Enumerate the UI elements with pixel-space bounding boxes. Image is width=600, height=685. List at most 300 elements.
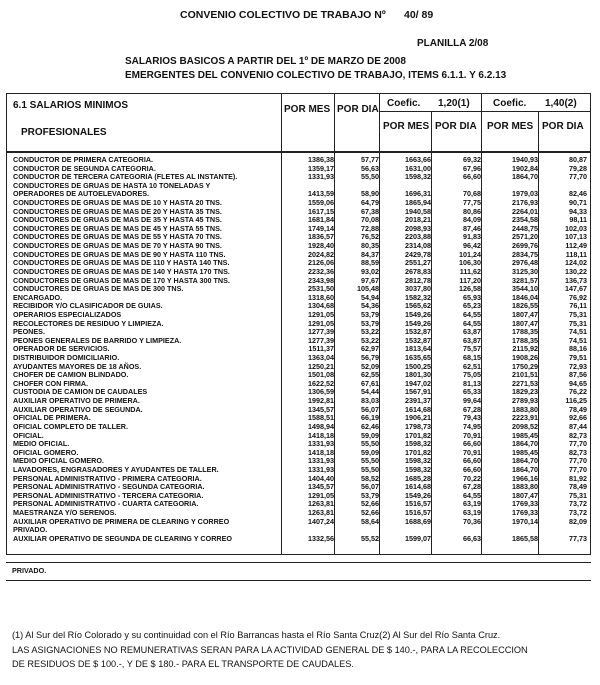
row-category: AUXILIAR OPERATIVO DE PRIMERA DE CLEARING Y CORREO <box>13 516 230 526</box>
row-value: 64,79 <box>361 198 379 208</box>
row-value: 1864,70 <box>512 172 538 182</box>
col-coef2-por-dia: POR DIA <box>542 121 584 132</box>
row-value: 53,22 <box>361 327 379 337</box>
row-value: 1291,05 <box>308 309 334 319</box>
row-value: 55,52 <box>361 533 379 543</box>
row-value: 54,94 <box>361 292 379 302</box>
row-value: 1864,70 <box>512 464 538 474</box>
row-value: 1332,56 <box>308 533 334 543</box>
row-value: 76,22 <box>569 387 587 397</box>
row-value: 1947,02 <box>405 378 431 388</box>
row-category: MEDIO OFICIAL. <box>13 439 70 449</box>
table-header <box>7 94 590 153</box>
row-value: 1688,69 <box>405 516 431 526</box>
row-value: 1622,52 <box>308 378 334 388</box>
coef2-label: Coefic. <box>493 98 527 109</box>
row-value: 67,38 <box>361 206 379 216</box>
row-value: 70,68 <box>463 189 481 199</box>
row-value: 79,51 <box>569 353 587 363</box>
row-value: 77,70 <box>569 456 587 466</box>
row-value: 116,25 <box>565 396 587 406</box>
row-value: 1846,04 <box>512 292 538 302</box>
row-value: 2571,20 <box>512 232 538 242</box>
row-value: 55,50 <box>361 439 379 449</box>
row-value: 74,51 <box>569 327 587 337</box>
row-value: 2789,93 <box>512 396 538 406</box>
row-value: 52,66 <box>361 499 379 509</box>
last-row-continuation <box>6 566 589 575</box>
row-value: 1511,37 <box>308 344 334 354</box>
row-value: 83,03 <box>361 396 379 406</box>
row-value: 75,31 <box>569 490 587 500</box>
row-value: 1501,08 <box>308 370 334 380</box>
row-value: 1883,80 <box>512 404 538 414</box>
row-value: 73,72 <box>569 507 587 517</box>
row-value: 1801,30 <box>405 370 431 380</box>
row-value: 74,95 <box>463 421 481 431</box>
row-value: 70,36 <box>463 516 481 526</box>
row-value: 77,70 <box>569 439 587 449</box>
row-value: 76,52 <box>361 232 379 242</box>
row-value: 1516,57 <box>405 507 431 517</box>
row-value: 2699,76 <box>512 241 538 251</box>
table-row <box>7 371 590 380</box>
row-category: MEDIO OFICIAL GOMERO. <box>13 456 104 466</box>
row-value: 1599,07 <box>405 533 431 543</box>
row-value: 1826,55 <box>512 301 538 311</box>
row-value: 97,67 <box>361 275 379 285</box>
row-value: 75,31 <box>569 309 587 319</box>
row-category: CONDUCTOR DE PRIMERA CATEGORIA. <box>13 155 154 164</box>
row-value: 67,61 <box>361 378 379 388</box>
row-value: 63,87 <box>463 335 481 345</box>
row-value: 2024,82 <box>308 249 334 259</box>
row-value: 2834,75 <box>512 249 538 259</box>
row-value: 72,88 <box>361 223 379 233</box>
row-value: 2531,50 <box>308 284 334 294</box>
header-divider <box>431 112 432 151</box>
row-value: 80,87 <box>569 155 587 164</box>
row-category: PEONES GENERALES DE BARRIDO Y LIMPIEZA. <box>13 335 182 345</box>
row-category: OPERADOR DE SERVICIOS. <box>13 344 110 354</box>
coef-divider <box>379 111 590 112</box>
row-value: 53,22 <box>361 335 379 345</box>
row-value: 2098,93 <box>405 223 431 233</box>
salary-table <box>6 93 591 555</box>
row-value: 102,03 <box>565 223 587 233</box>
row-value: 1865,58 <box>512 533 538 543</box>
row-value: 78,49 <box>569 482 587 492</box>
header-divider <box>538 112 539 151</box>
row-category: CONDUCTORES DE GRUAS DE HASTA 10 TONELADAS Y <box>13 180 211 190</box>
row-value: 1291,05 <box>308 318 334 328</box>
row-value: 66,60 <box>463 172 481 182</box>
row-value: 3037,80 <box>405 284 431 294</box>
row-value: 75,05 <box>463 370 481 380</box>
row-value: 73,72 <box>569 499 587 509</box>
row-value: 1588,51 <box>308 413 334 423</box>
row-value: 77,70 <box>569 172 587 182</box>
row-value: 1277,39 <box>308 335 334 345</box>
row-value: 2551,27 <box>405 258 431 268</box>
row-value: 88,16 <box>569 344 587 354</box>
row-category: PERSONAL ADMINISTRATIVO - TERCERA CATEGORIA. <box>13 490 204 500</box>
row-category: OFICIAL COMPLETO DE TALLER. <box>13 421 128 431</box>
row-value: 1598,32 <box>405 456 431 466</box>
row-value: 1985,45 <box>512 447 538 457</box>
row-value: 1413,59 <box>308 189 334 199</box>
row-value: 58,90 <box>361 189 379 199</box>
row-category: PRIVADO. <box>13 525 48 535</box>
row-value: 2232,36 <box>308 266 334 276</box>
row-category: PERSONAL ADMINISTRATIVO - SEGUNDA CATEGORIA. <box>13 482 205 492</box>
row-value: 54,44 <box>361 387 379 397</box>
row-value: 66,60 <box>463 456 481 466</box>
row-category: AUXILIAR OPERATIVO DE SEGUNDA. <box>13 404 143 414</box>
row-value: 1345,57 <box>308 482 334 492</box>
row-value: 53,79 <box>361 309 379 319</box>
row-value: 66,63 <box>463 533 481 543</box>
table-row <box>7 440 590 449</box>
planilla-label: PLANILLA 2/08 <box>417 38 489 49</box>
row-value: 70,91 <box>463 447 481 457</box>
row-value: 1532,87 <box>405 327 431 337</box>
row-value: 2314,08 <box>405 241 431 251</box>
row-value: 77,73 <box>569 533 587 543</box>
row-value: 77,75 <box>463 198 481 208</box>
table-row <box>7 518 590 527</box>
row-category: DISTRIBUIDOR DOMICILIARIO. <box>13 353 120 363</box>
table-row <box>7 423 590 432</box>
profesionales-heading: PROFESIONALES <box>21 127 107 138</box>
row-value: 1836,57 <box>308 232 334 242</box>
row-value: 106,30 <box>459 258 481 268</box>
coef1-label: Coefic. <box>387 98 421 109</box>
row-value: 1769,33 <box>512 507 538 517</box>
row-value: 57,77 <box>361 155 379 164</box>
row-value: 72,93 <box>569 361 587 371</box>
col-coef1-por-mes: POR MES <box>383 121 430 132</box>
row-value: 117,20 <box>459 275 481 285</box>
row-value: 1902,84 <box>512 163 538 173</box>
row-value: 1567,91 <box>405 387 431 397</box>
row-value: 2223,91 <box>512 413 538 423</box>
section-heading: 6.1 SALARIOS MINIMOS <box>13 100 129 111</box>
row-value: 87,46 <box>463 223 481 233</box>
row-value: 1498,94 <box>308 421 334 431</box>
row-value: 2812,78 <box>405 275 431 285</box>
row-value: 2264,01 <box>512 206 538 216</box>
row-value: 2101,51 <box>512 370 538 380</box>
col-por-dia: POR DIA <box>337 104 379 115</box>
row-value: 1883,80 <box>512 482 538 492</box>
col-por-mes: POR MES <box>284 104 331 115</box>
row-value: 2448,75 <box>512 223 538 233</box>
row-value: 82,73 <box>569 430 587 440</box>
row-value: 1635,65 <box>405 353 431 363</box>
row-category: CONDUCTORES DE GRUAS DE MAS DE 20 Y HASTA 35 TNS. <box>13 206 222 216</box>
row-category: CONDUCTOR DE TERCERA CATEGORIA (FLETES AL INSTANTE). <box>13 172 238 182</box>
row-value: 1407,24 <box>308 516 334 526</box>
row-value: 82,46 <box>569 189 587 199</box>
footnote-assignments: LAS ASIGNACIONES NO REMUNERATIVAS SERAN PARA LA ACTIVIDAD GENERAL DE $ 140.-, PARA LA RECOLECCION <box>12 645 528 655</box>
row-value: 74,51 <box>569 335 587 345</box>
row-value: 65,93 <box>463 292 481 302</box>
row-category: OPERADORES DE AUTOELEVADORES. <box>13 189 150 199</box>
row-value: 1798,73 <box>405 421 431 431</box>
row-category: MAESTRANZA Y/O SERENOS. <box>13 507 117 517</box>
row-category: CONDUCTORES DE GRUAS DE MAS DE 170 Y HASTA 300 TNS. <box>13 275 230 285</box>
row-category: CONDUCTORES DE GRUAS DE MAS DE 70 Y HASTA 90 TNS. <box>13 241 222 251</box>
row-value: 63,87 <box>463 327 481 337</box>
table-row <box>7 320 590 329</box>
row-value: 1331,93 <box>308 439 334 449</box>
col-coef1-por-dia: POR DIA <box>435 121 477 132</box>
row-value: 93,02 <box>361 266 379 276</box>
row-value: 82,73 <box>569 447 587 457</box>
row-value: 1306,59 <box>308 387 334 397</box>
row-value: 56,63 <box>361 163 379 173</box>
row-value: 78,49 <box>569 404 587 414</box>
row-value: 2126,06 <box>308 258 334 268</box>
row-category: OFICIAL DE PRIMERA. <box>13 413 91 423</box>
row-value: 52,09 <box>361 361 379 371</box>
row-value: 59,09 <box>361 430 379 440</box>
row-value: 66,19 <box>361 413 379 423</box>
row-value: 1864,70 <box>512 439 538 449</box>
row-value: 1304,68 <box>308 301 334 311</box>
row-value: 1614,68 <box>405 404 431 414</box>
row-value: 2343,98 <box>308 275 334 285</box>
row-value: 1908,26 <box>512 353 538 363</box>
row-value: 94,33 <box>569 206 587 216</box>
row-value: 96,42 <box>463 241 481 251</box>
row-value: 1750,29 <box>512 361 538 371</box>
header-divider <box>481 94 482 151</box>
row-value: 99,64 <box>463 396 481 406</box>
row-value: 2678,83 <box>405 266 431 276</box>
row-value: 1549,26 <box>405 309 431 319</box>
row-value: 1979,03 <box>512 189 538 199</box>
header-divider <box>281 94 282 151</box>
row-value: 1813,64 <box>405 344 431 354</box>
table-row <box>7 432 590 441</box>
row-value: 3544,10 <box>512 284 538 294</box>
row-value: 91,83 <box>463 232 481 242</box>
row-value: 2271,53 <box>512 378 538 388</box>
row-value: 124,02 <box>565 258 587 268</box>
row-value: 56,07 <box>361 482 379 492</box>
row-value: 1985,45 <box>512 430 538 440</box>
row-value: 80,86 <box>463 206 481 216</box>
row-value: 63,19 <box>463 499 481 509</box>
row-value: 1598,32 <box>405 464 431 474</box>
row-value: 52,66 <box>361 507 379 517</box>
row-value: 66,60 <box>463 439 481 449</box>
row-value: 56,79 <box>361 353 379 363</box>
row-value: 2018,21 <box>405 215 431 225</box>
row-value: 62,55 <box>361 370 379 380</box>
row-value: 2115,92 <box>512 344 538 354</box>
row-value: 76,11 <box>569 301 587 311</box>
row-value: 67,28 <box>463 482 481 492</box>
row-category: CONDUCTORES DE GRUAS DE MAS DE 110 Y HASTA 140 TNS. <box>13 258 230 268</box>
row-value: 1363,04 <box>308 353 334 363</box>
row-value: 147,67 <box>565 284 587 294</box>
footnote-assignments-cont: DE RESIDUOS DE $ 100.-, Y DE $ 180.- PARA EL TRANSPORTE DE CAUDALES. <box>12 659 354 669</box>
row-category: AUXILIAR OPERATIVO DE PRIMERA. <box>13 396 140 406</box>
row-value: 1516,57 <box>405 499 431 509</box>
row-value: 70,08 <box>361 215 379 225</box>
row-value: 1685,28 <box>405 473 431 483</box>
subtitle-salaries: SALARIOS BASICOS A PARTIR DEL 1º DE MARZO DE 2008 <box>125 56 406 67</box>
row-value: 1386,38 <box>308 155 334 164</box>
header-divider <box>334 94 335 151</box>
row-value: 98,11 <box>569 215 587 225</box>
row-value: 1807,47 <box>512 309 538 319</box>
col-coef2-por-mes: POR MES <box>487 121 534 132</box>
row-value: 88,59 <box>361 258 379 268</box>
row-value: 94,65 <box>569 378 587 388</box>
row-value: 1318,60 <box>308 292 334 302</box>
row-value: 70,22 <box>463 473 481 483</box>
coef2-value: 1,40(2) <box>545 98 577 109</box>
row-category: CONDUCTORES DE GRUAS DE MAS DE 10 Y HASTA 20 TNS. <box>13 198 222 208</box>
row-value: 118,11 <box>565 249 587 259</box>
row-value: 1701,82 <box>405 430 431 440</box>
row-value: 1928,40 <box>308 241 334 251</box>
row-value: 68,15 <box>463 353 481 363</box>
row-value: 130,22 <box>565 266 587 276</box>
row-value: 54,36 <box>361 301 379 311</box>
row-value: 1696,31 <box>405 189 431 199</box>
row-value: 1549,26 <box>405 490 431 500</box>
row-value: 2354,58 <box>512 215 538 225</box>
row-value: 1598,32 <box>405 439 431 449</box>
row-value: 1277,39 <box>308 327 334 337</box>
row-value: 1663,66 <box>405 155 431 164</box>
row-value: 2203,88 <box>405 232 431 242</box>
row-value: 62,51 <box>463 361 481 371</box>
row-value: 65,33 <box>463 387 481 397</box>
row-value: 1582,32 <box>405 292 431 302</box>
row-category: PERSONAL ADMINISTRATIVO - PRIMERA CATEGORIA. <box>13 473 202 483</box>
row-category: CUSTODIA DE CAMION DE CAUDALES <box>13 387 148 397</box>
row-value: 1970,14 <box>512 516 538 526</box>
row-value: 84,37 <box>361 249 379 259</box>
row-value: 1940,93 <box>512 155 538 164</box>
table-row <box>7 285 590 294</box>
row-category: OFICIAL GOMERO. <box>13 447 79 457</box>
row-category: OPERARIOS ESPECIALIZADOS <box>13 309 122 319</box>
row-value: 1966,16 <box>512 473 538 483</box>
row-value: 76,92 <box>569 292 587 302</box>
row-value: 1559,06 <box>308 198 334 208</box>
row-value: 1614,68 <box>405 482 431 492</box>
row-value: 81,92 <box>569 473 587 483</box>
row-value: 66,60 <box>463 464 481 474</box>
row-value: 3281,57 <box>512 275 538 285</box>
row-category: ENCARGADO. <box>13 292 63 302</box>
row-value: 75,31 <box>569 318 587 328</box>
row-value: 90,71 <box>569 198 587 208</box>
row-value: 53,79 <box>361 318 379 328</box>
table-bottom-line <box>6 580 591 581</box>
row-value: 1418,18 <box>308 447 334 457</box>
row-value: 55,50 <box>361 464 379 474</box>
row-value: 1500,25 <box>405 361 431 371</box>
row-category: LAVADORES, ENGRASADORES Y AYUDANTES DE TALLER. <box>13 464 219 474</box>
row-category: CHOFER DE CAMION BLINDADO. <box>13 370 129 380</box>
row-value: 2429,78 <box>405 249 431 259</box>
row-value: 1701,82 <box>405 447 431 457</box>
row-value: 2176,93 <box>512 198 538 208</box>
row-category: AUXILIAR OPERATIVO DE SEGUNDA DE CLEARING Y CORREO <box>13 533 232 543</box>
row-value: 1788,35 <box>512 335 538 345</box>
row-value: 1404,40 <box>308 473 334 483</box>
row-value: 81,13 <box>463 378 481 388</box>
table-row <box>7 406 590 415</box>
subtitle-items: EMERGENTES DEL CONVENIO COLECTIVO DE TRABAJO, ITEMS 6.1.1. Y 6.2.13 <box>125 70 507 81</box>
row-value: 69,32 <box>463 155 481 164</box>
row-value: 63,19 <box>463 507 481 517</box>
row-value: 1829,23 <box>512 387 538 397</box>
row-value: 2391,37 <box>405 396 431 406</box>
row-value: 70,91 <box>463 430 481 440</box>
row-value: 1769,33 <box>512 499 538 509</box>
row-value: 1807,47 <box>512 490 538 500</box>
table-body <box>7 156 590 543</box>
row-value: 77,70 <box>569 464 587 474</box>
row-value: 1291,05 <box>308 490 334 500</box>
row-value: 62,46 <box>361 421 379 431</box>
row-value: 1865,94 <box>405 198 431 208</box>
row-value: 58,52 <box>361 473 379 483</box>
row-value: 1864,70 <box>512 456 538 466</box>
row-category: CONDUCTORES DE GRUAS DE MAS DE 300 TNS. <box>13 284 184 294</box>
row-value: 1263,81 <box>308 507 334 517</box>
row-value: 105,48 <box>357 284 379 294</box>
row-value: 1345,57 <box>308 404 334 414</box>
footnote-regions: (1) Al Sur del Río Colorado y su continuidad con el Río Barrancas hasta el Río Santa Cruz(2) Al Sur del Río Santa Cruz. <box>12 630 501 640</box>
row-value: 1565,62 <box>405 301 431 311</box>
page-number: 40/ 89 <box>404 9 434 21</box>
row-value: 136,73 <box>565 275 587 285</box>
row-category: CONDUCTORES DE GRUAS DE MAS DE 90 Y HASTA 110 TNS. <box>13 249 226 259</box>
row-value: 1331,93 <box>308 456 334 466</box>
row-value: 64,55 <box>463 309 481 319</box>
row-value: 1263,81 <box>308 499 334 509</box>
row-category: CONDUCTOR DE SEGUNDA CATEGORIA. <box>13 163 156 173</box>
row-category: PERSONAL ADMINISTRATIVO - CUARTA CATEGORIA. <box>13 499 199 509</box>
row-value: 65,23 <box>463 301 481 311</box>
row-value: 56,07 <box>361 404 379 414</box>
row-value: 67,28 <box>463 404 481 414</box>
row-value: 64,55 <box>463 490 481 500</box>
row-value: 3125,30 <box>512 266 538 276</box>
row-value: 80,35 <box>361 241 379 251</box>
row-value: 1549,26 <box>405 318 431 328</box>
row-category: RECOLECTORES DE RESIDUO Y LIMPIEZA. <box>13 318 164 328</box>
row-value: 1788,35 <box>512 327 538 337</box>
row-category: PEONES. <box>13 327 45 337</box>
row-value: 79,43 <box>463 413 481 423</box>
row-value: 1359,17 <box>308 163 334 173</box>
row-value: 112,49 <box>565 241 587 251</box>
row-value: 1532,87 <box>405 335 431 345</box>
row-value: 1617,15 <box>308 206 334 216</box>
row-value: 111,62 <box>459 266 481 276</box>
